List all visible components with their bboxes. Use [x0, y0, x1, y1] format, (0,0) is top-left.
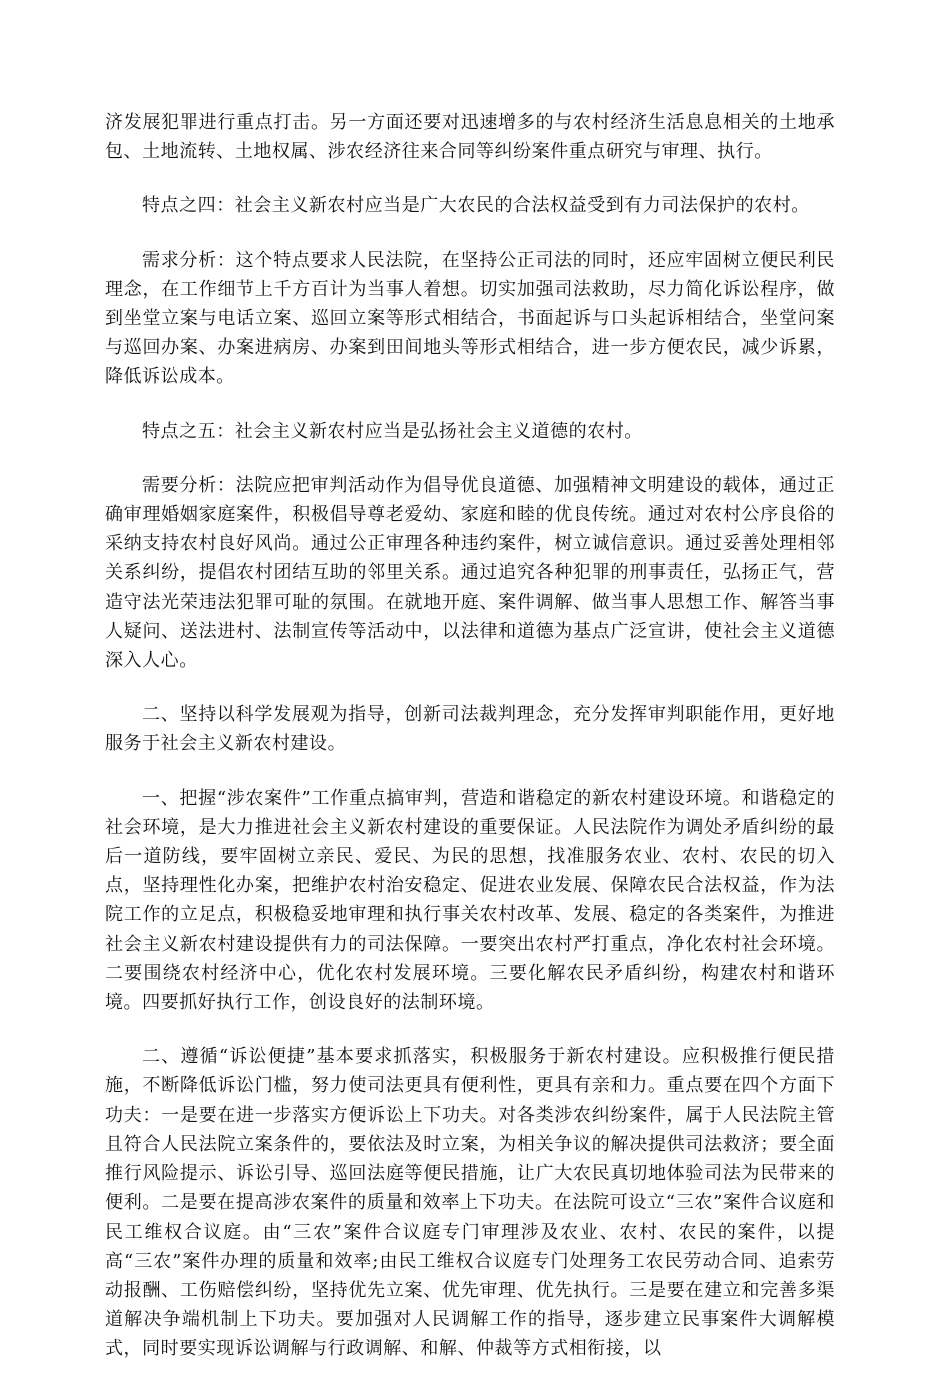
paragraph-feature-five: 特点之五：社会主义新农村应当是弘扬社会主义道德的农村。 [142, 420, 643, 442]
paragraph-point-two: 二、遵循“诉讼便捷”基本要求抓落实，积极服务于新农村建设。应积极推行便民措施，不断降低诉讼门槛，努力使司法更具有便利性，更具有亲和力。重点要在四个方面下功夫：一是要在进一步落实方便诉讼上下功夫。对各类涉农纠纷案件，属于人民法院主管且符合人民法院立案条件的，要依法及时立案，为相关争议的解决提供司法救济；要全面推行风险提示、诉讼引导、巡回法庭等便民措施，让广大农民真切地体验司法为民带来的便利。二是要在提高涉农案件的质量和效率上下功夫。在法院可设立“三农”案件合议庭和民工维权合议庭。由“三农”案件合议庭专门审理涉及农业、农村、农民的案件，以提高“三农”案件办理的质量和效率;由民工维权合议庭专门处理务工农民劳动合同、追索劳动报酬、工伤赔偿纠纷，坚持优先立案、优先审理、优先执行。三是要在建立和完善多渠道解决争端机制上下功夫。要加强对人民调解工作的指导，逐步建立民事案件大调解模式，同时要实现诉讼调解与行政调解、和解、仲裁等方式相衔接，以 [105, 1046, 835, 1360]
paragraph-need-analysis: 需要分析：法院应把审判活动作为倡导优良道德、加强精神文明建设的载体，通过正确审理婚姻家庭案件，积极倡导尊老爱幼、家庭和睦的优良传统。通过对农村公序良俗的采纳支持农村良好风尚。通过公正审理各种违约案件，树立诚信意识。通过妥善处理相邻关系纠纷，提倡农村团结互助的邻里关系。通过追究各种犯罪的刑事责任，弘扬正气，营造守法光荣违法犯罪可耻的氛围。在就地开庭、案件调解、做当事人思想工作、解答当事人疑问、送法进村、法制宣传等活动中，以法律和道德为基点广泛宣讲，使社会主义道德深入人心。 [105, 474, 835, 672]
paragraph-section-two-heading: 二、坚持以科学发展观为指导，创新司法裁判理念，充分发挥审判职能作用，更好地服务于社会主义新农村建设。 [105, 704, 835, 755]
paragraph-feature-four: 特点之四：社会主义新农村应当是广大农民的合法权益受到有力司法保护的农村。 [142, 195, 810, 217]
paragraph-point-one: 一、把握“涉农案件”工作重点搞审判，营造和谐稳定的新农村建设环境。和谐稳定的社会环境，是大力推进社会主义新农村建设的重要保证。人民法院作为调处矛盾纠纷的最后一道防线，要牢固树立亲民、爱民、为民的思想，找准服务农业、农村、农民的切入点，坚持理性化办案，把维护农村治安稳定、促进农业发展、保障农民合法权益，作为法院工作的立足点，积极稳妥地审理和执行事关农村改革、发展、稳定的各类案件，为推进社会主义新农村建设提供有力的司法保障。一要突出农村严打重点，净化农村社会环境。二要围绕农村经济中心，优化农村发展环境。三要化解农民矛盾纠纷，构建农村和谐环境。四要抓好执行工作，创设良好的法制环境。 [105, 787, 835, 1014]
document-page [105, 108, 835, 1389]
paragraph-continuation: 济发展犯罪进行重点打击。另一方面还要对迅速增多的与农村经济生活息息相关的土地承包、土地流转、土地权属、涉农经济往来合同等纠纷案件重点研究与审理、执行。 [105, 112, 835, 163]
paragraph-demand-analysis: 需求分析：这个特点要求人民法院，在坚持公正司法的同时，还应牢固树立便民利民理念，在工作细节上千方百计为当事人着想。切实加强司法救助，尽力简化诉讼程序，做到坐堂立案与电话立案、巡回立案等形式相结合，书面起诉与口头起诉相结合，坐堂问案与巡回办案、办案进病房、办案到田间地头等形式相结合，进一步方便农民，减少诉累，降低诉讼成本。 [105, 249, 835, 388]
